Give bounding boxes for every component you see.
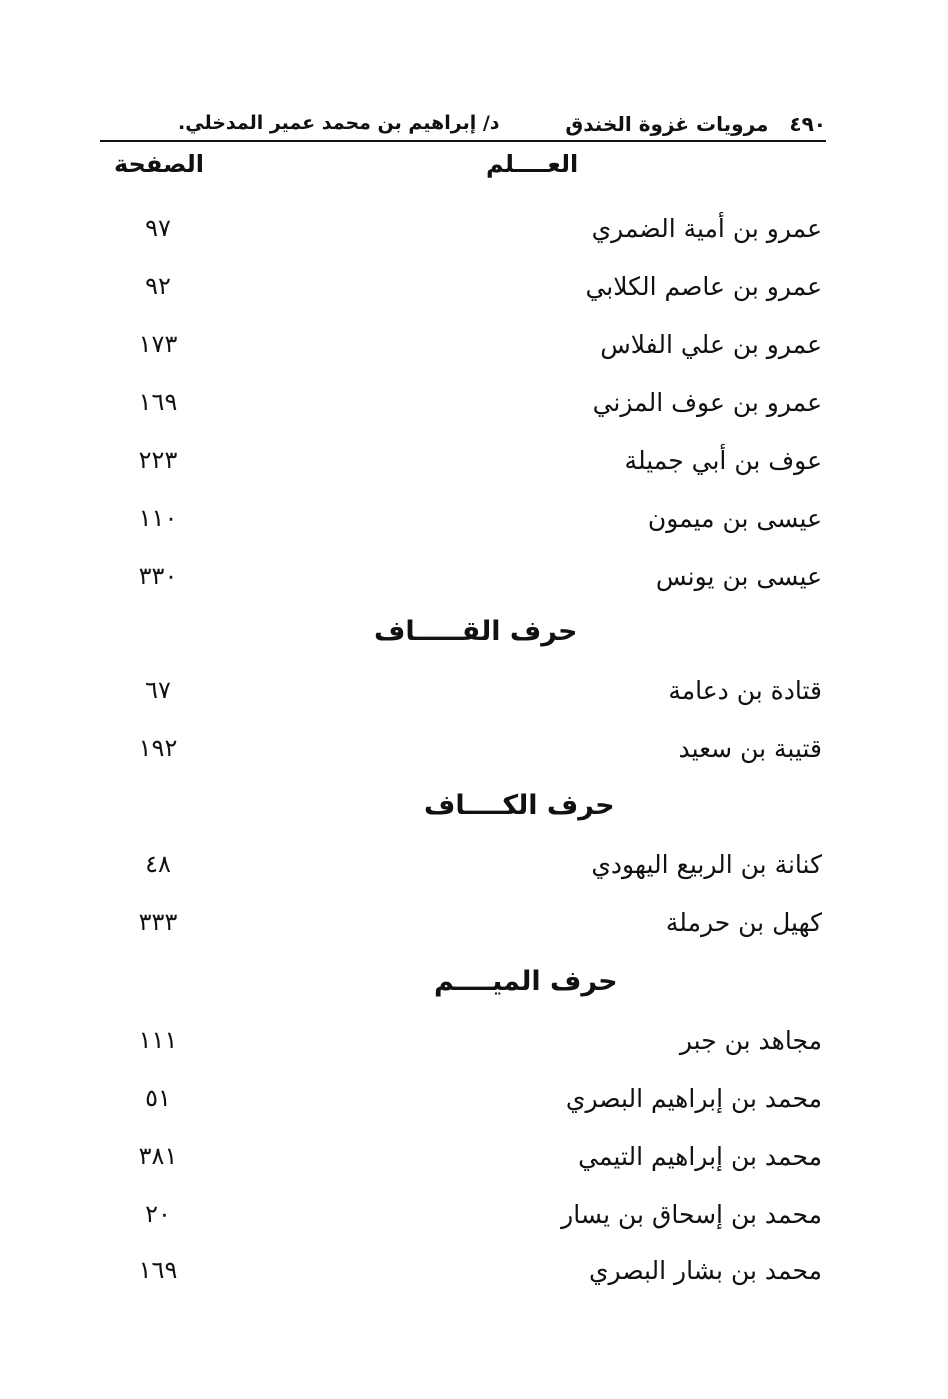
running-header	[100, 106, 826, 142]
entry-page: ٩٧	[145, 214, 171, 242]
entry-name: محمد بن بشار البصري	[588, 1256, 822, 1285]
index-row	[100, 1200, 822, 1240]
entry-name: عمرو بن عوف المزني	[592, 388, 822, 417]
index-row	[100, 734, 822, 774]
entry-name: عوف بن أبي جميلة	[624, 446, 822, 475]
entry-name: قتادة بن دعامة	[668, 676, 822, 705]
entry-name: كهيل بن حرملة	[665, 908, 822, 937]
entry-name: عمرو بن عاصم الكلابي	[585, 272, 822, 301]
index-row	[100, 562, 822, 602]
entry-page: ١١٠	[138, 504, 178, 532]
entry-page: ١٧٣	[138, 330, 178, 358]
book-title: مرويات غزوة الخندق	[565, 112, 769, 136]
index-row	[100, 1142, 822, 1182]
entry-page: ٩٢	[145, 272, 171, 300]
entry-name: محمد بن إسحاق بن يسار	[561, 1200, 822, 1229]
entry-page: ٦٧	[145, 676, 171, 704]
entry-name: قتيبة بن سعيد	[678, 734, 822, 763]
index-row	[100, 1256, 822, 1296]
entry-page: ٢٠	[145, 1200, 171, 1228]
header-title-group	[565, 112, 826, 136]
letter-heading-qaf: حرف القـــــاف	[374, 616, 578, 647]
entry-page: ١٩٢	[138, 734, 178, 762]
entry-page: ٥١	[145, 1084, 171, 1112]
entry-name: عمرو بن أمية الضمري	[591, 214, 822, 243]
page-number: ٤٩٠	[789, 112, 826, 136]
index-row	[100, 908, 822, 948]
author-name: د/ إبراهيم بن محمد عمير المدخلي.	[178, 112, 500, 134]
index-row	[100, 446, 822, 486]
entry-page: ٢٢٣	[138, 446, 178, 474]
letter-heading-kaf: حرف الكــــاف	[424, 790, 615, 821]
entry-name: مجاهد بن جبر	[679, 1026, 822, 1055]
index-row	[100, 388, 822, 428]
entry-name: عيسى بن يونس	[655, 562, 822, 591]
column-heading-name: العــــلم	[486, 150, 579, 178]
index-row	[100, 272, 822, 312]
entry-name: كنانة بن الربيع اليهودي	[591, 850, 822, 879]
index-row	[100, 504, 822, 544]
entry-name: محمد بن إبراهيم التيمي	[578, 1142, 822, 1171]
entry-page: ١١١	[138, 1026, 178, 1054]
index-row	[100, 850, 822, 890]
entry-name: محمد بن إبراهيم البصري	[565, 1084, 822, 1113]
index-row	[100, 1084, 822, 1124]
entry-page: ٣٣٣	[138, 908, 178, 936]
index-row	[100, 214, 822, 254]
entry-page: ٣٣٠	[138, 562, 178, 590]
column-heading-page: الصفحة	[114, 150, 205, 178]
entry-page: ١٦٩	[138, 388, 178, 416]
entry-name: عمرو بن علي الفلاس	[600, 330, 822, 359]
entry-name: عيسى بن ميمون	[647, 504, 822, 533]
letter-heading-mim: حرف الميــــم	[434, 966, 618, 997]
index-row	[100, 676, 822, 716]
index-row	[100, 1026, 822, 1066]
entry-page: ١٦٩	[138, 1256, 178, 1284]
index-row	[100, 330, 822, 370]
entry-page: ٤٨	[145, 850, 171, 878]
entry-page: ٣٨١	[138, 1142, 178, 1170]
